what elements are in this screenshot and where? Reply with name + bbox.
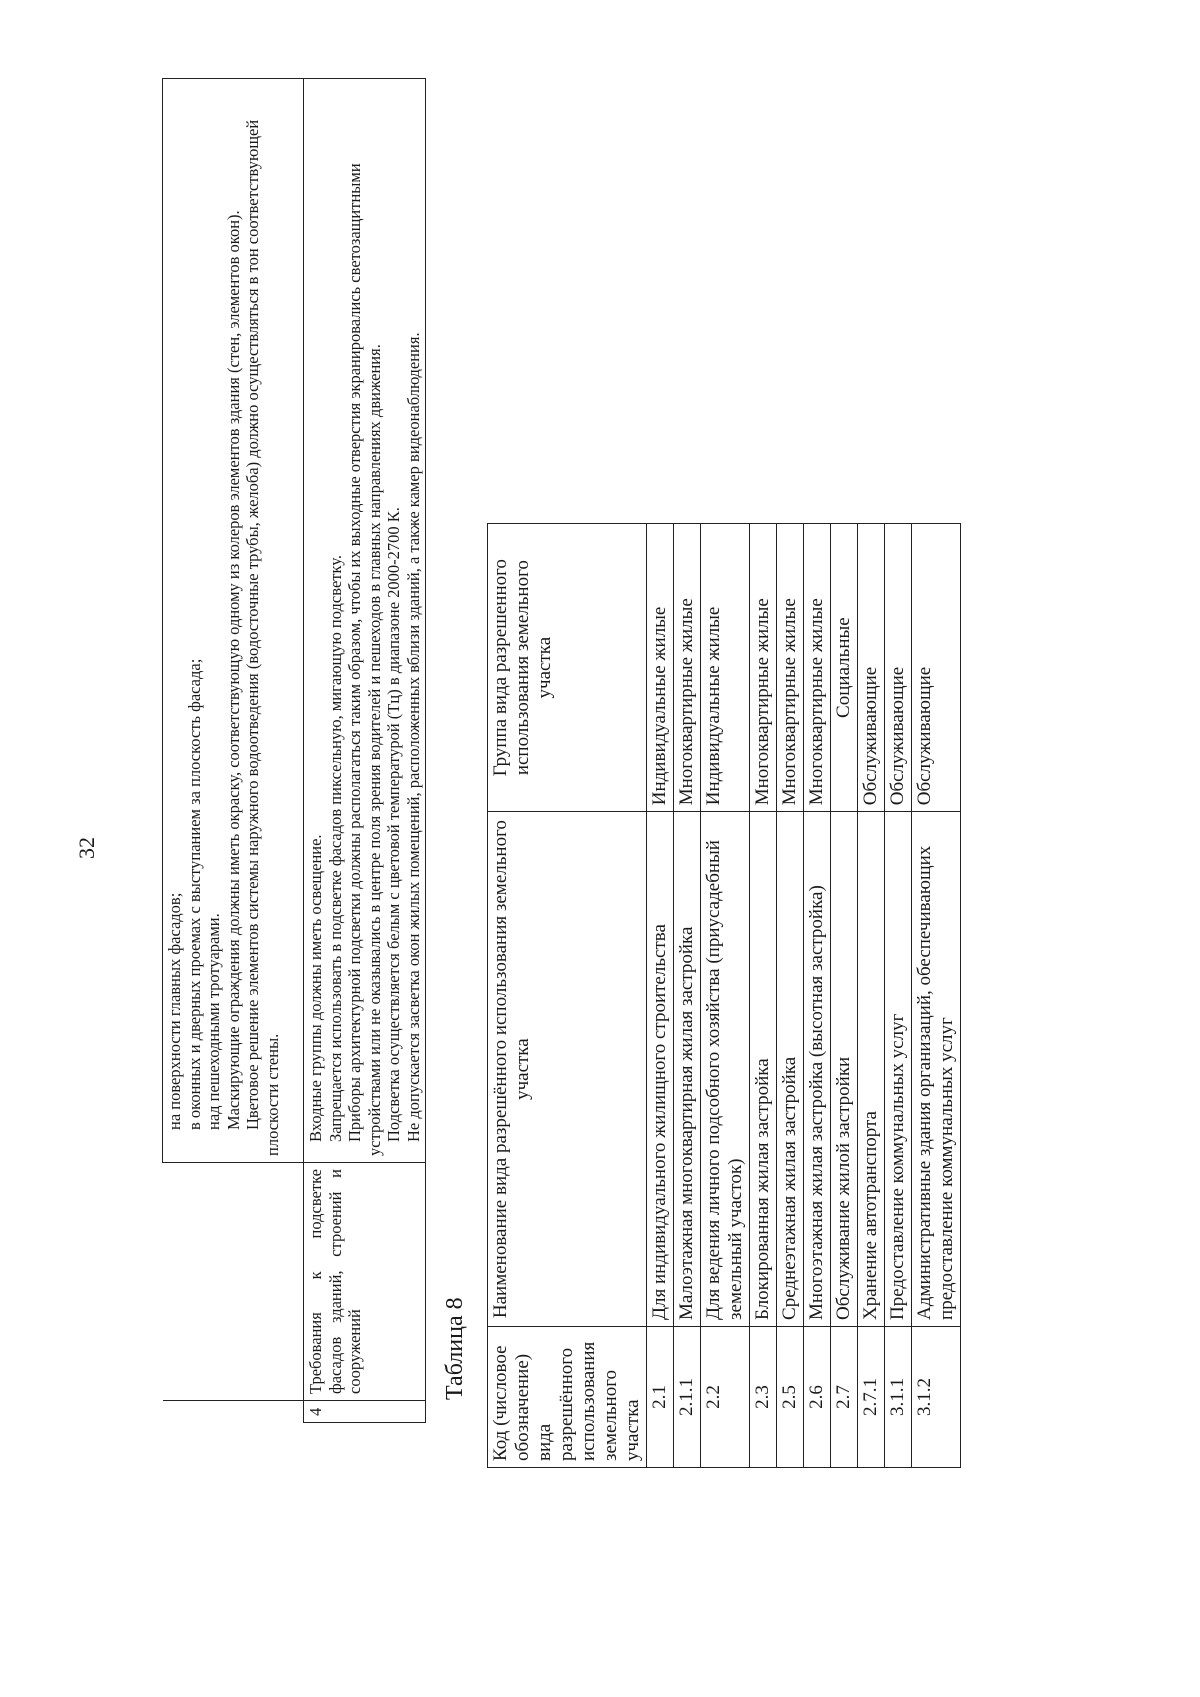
group-cell: Обслуживающие [912,524,961,812]
group-cell: Многоквартирные жилые [674,524,701,812]
name-cell: Блокированная жилая застройка [750,812,777,1327]
requirement-line: Цветовое решение элементов системы наружного водоотведения (водосточные трубы, желоба) должно осуществляться в тон соответствующей плоскости стены. [243,119,282,1156]
code-cell: 2.5 [777,1326,804,1467]
group-cell: Обслуживающие [858,524,885,812]
row-number-cell [163,1401,304,1423]
group-cell: Многоквартирные жилые [777,524,804,812]
group-cell: Индивидуальные жилые [647,524,674,812]
table-row [674,524,701,1468]
requirement-line: Приборы архитектурной подсветки должны располагаться таким образом, чтобы их выходные отверстия экранировались светозащитными устройствами или не оказывались в центре поля зрения водителей и пешеходов в главных направлениях движения. [345,163,384,1156]
table-row [804,524,831,1468]
requirement-line: Запрещается использовать в подсветке фасадов пиксельную, мигающую подсветку. [325,555,345,1142]
table-header-row [488,524,647,1468]
name-cell: Малоэтажная многоквартирная жилая застройка [674,812,701,1327]
table-row [777,524,804,1468]
requirement-text-cell [163,79,304,1163]
header-name: Наименование вида разрешённого использования земельного участка [488,812,647,1327]
table-row [701,524,750,1468]
requirement-line: Маскирующие ограждения должны иметь окраску, соответствующую одному из колеров элементов здания (стен, элементов окон). [223,210,243,1130]
code-cell: 2.7 [831,1326,858,1467]
name-cell: Для индивидуального жилищного строительства [647,812,674,1327]
code-cell: 2.1.1 [674,1326,701,1467]
group-cell: Обслуживающие [885,524,912,812]
group-cell: Многоквартирные жилые [750,524,777,812]
group-cell: Социальные [831,524,858,812]
requirements-table [162,78,447,1423]
group-cell: Индивидуальные жилые [701,524,750,812]
table-row [163,79,304,1423]
requirement-text-cell [304,79,426,1163]
requirement-line: на поверхности главных фасадов; [165,892,184,1130]
code-cell: 3.1.1 [885,1326,912,1467]
code-cell: 2.3 [750,1326,777,1467]
header-group: Группа вида разрешенного использования земельного участка [488,524,647,812]
group-cell: Многоквартирные жилые [804,524,831,812]
table-row [885,524,912,1468]
name-cell: Для ведения личного подсобного хозяйства (приусадебный земельный участок) [701,812,750,1327]
name-cell: Хранение автотранспорта [858,812,885,1327]
code-cell: 3.1.2 [912,1326,961,1467]
name-cell: Обслуживание жилой застройки [831,812,858,1327]
code-cell: 2.7.1 [858,1326,885,1467]
name-cell: Административные здания организаций, обеспечивающих предоставление коммунальных услуг [912,812,961,1327]
name-cell: Предоставление коммунальных услуг [885,812,912,1327]
table-row [912,524,961,1468]
requirement-line: Входные группы должны иметь освещение. [306,834,325,1142]
table-row [304,79,426,1423]
requirement-line: над пешеходными тротуарами. [204,913,223,1130]
requirement-line: в оконных и дверных проемах с выступанием за плоскость фасада; [184,658,204,1130]
requirement-line: Подсветка осуществляется белым с цветовой температурой (Тц) в диапазоне 2000-2700 К. [384,507,403,1142]
requirement-line: Не допускается засветка окон жилых помещений, расположенных вблизи зданий, а также камер видеонаблюдения. [403,332,423,1142]
requirement-name-cell [163,1163,304,1401]
table-row [750,524,777,1468]
table-row [831,524,858,1468]
code-cell: 2.1 [647,1326,674,1467]
name-cell: Среднеэтажная жилая застройка [777,812,804,1327]
table-title: Таблица 8 [442,1297,468,1400]
page-number: 32 [74,837,99,859]
requirement-name-cell: Требования к подсветке фасадов зданий, строений и сооружений [304,1163,426,1401]
code-cell: 2.6 [804,1326,831,1467]
table-row [858,524,885,1468]
code-cell: 2.2 [701,1326,750,1467]
row-number-cell: 4 [304,1401,426,1423]
name-cell: Многоэтажная жилая застройка (высотная застройка) [804,812,831,1327]
table8 [487,523,1027,1468]
table-row [647,524,674,1468]
header-code: Код (числовое обозначение) вида разрешённого использования земельного участка [488,1326,647,1467]
